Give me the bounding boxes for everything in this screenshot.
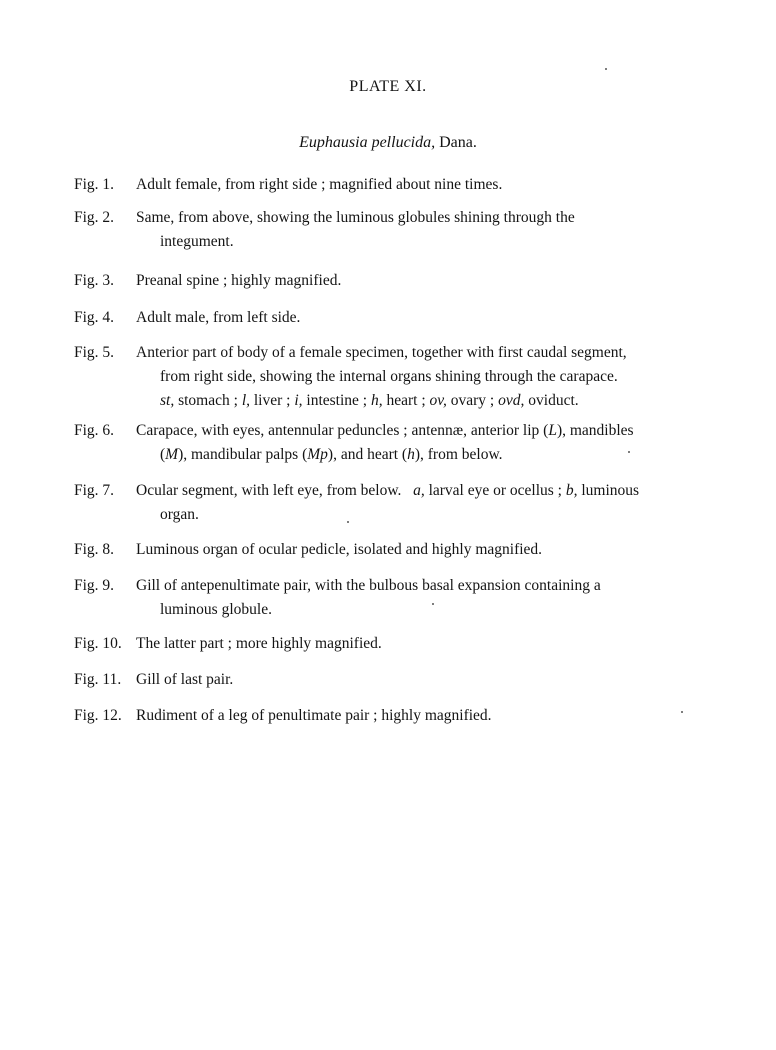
figure-description: Preanal spine ; highly magnified.: [136, 272, 342, 289]
term-stomach: stomach ;: [174, 392, 242, 409]
figure-entry-11: [74, 668, 722, 692]
figure-entry-3: [74, 269, 722, 293]
abbr-L: L: [548, 422, 557, 439]
species-author: Dana.: [439, 134, 477, 151]
figure-entry-5: [74, 341, 722, 413]
figure-label: Fig. 11.: [74, 671, 122, 688]
figure-label: Fig. 7.: [74, 482, 115, 499]
term-heart: heart ;: [382, 392, 430, 409]
figure-description-line2: integument.: [160, 233, 234, 250]
figure-entry-6: [74, 419, 722, 467]
fig7-text-a: Ocular segment, with left eye, from below.: [136, 482, 402, 499]
figure-entry-9: [74, 574, 722, 622]
scan-speck: [605, 68, 607, 70]
fig6-open-paren: (: [160, 446, 166, 463]
scan-speck: [628, 451, 630, 453]
figure-description: Adult female, from right side ; magnified about nine times.: [136, 176, 503, 193]
figure-label: Fig. 8.: [74, 541, 115, 558]
figure-description-line1: Same, from above, showing the luminous globules shining through the: [136, 209, 575, 226]
abbr-l: l,: [241, 392, 250, 409]
figure-label: Fig. 1.: [74, 176, 115, 193]
figure-label: Fig. 12.: [74, 707, 122, 724]
figure-label: Fig. 3.: [74, 272, 115, 289]
term-liver: liver ;: [250, 392, 295, 409]
figure-description: [136, 574, 722, 622]
figure-description: Rudiment of a leg of penultimate pair ; highly magnified.: [136, 707, 492, 724]
figure-description-line1: Gill of antepenultimate pair, with the bulbous basal expansion containing a: [136, 577, 601, 594]
figure-description-line2: luminous globule.: [160, 601, 272, 618]
figure-description-line1: [136, 422, 634, 439]
figure-label: Fig. 2.: [74, 209, 115, 226]
figure-label: Fig. 10.: [74, 635, 122, 652]
abbr-ovd: ovd,: [498, 392, 525, 409]
scan-speck: [681, 711, 683, 713]
figure-description: [136, 419, 722, 467]
scan-speck: [347, 521, 349, 523]
fig6-text-b: ), mandibles: [556, 422, 634, 439]
term-ovary: ovary ;: [446, 392, 499, 409]
abbr-i: i,: [294, 392, 303, 409]
figure-description: The latter part ; more highly magnified.: [136, 635, 382, 652]
fig6-text-c: ), mandibular palps (: [178, 446, 308, 463]
figure-description: [136, 341, 722, 413]
term-intestine: intestine ;: [302, 392, 371, 409]
figure-description: Luminous organ of ocular pedicle, isolated and highly magnified.: [136, 541, 543, 558]
figure-label: Fig. 4.: [74, 309, 115, 326]
abbr-st: st,: [160, 392, 175, 409]
figure-description: Adult male, from left side.: [136, 309, 301, 326]
figure-entry-7: [74, 479, 722, 527]
term-oviduct: oviduct.: [524, 392, 579, 409]
species-name: Euphausia pellucida,: [299, 134, 436, 151]
fig7-text-b: larval eye or ocellus ;: [424, 482, 566, 499]
fig7-text-c: luminous: [577, 482, 640, 499]
abbr-a: a,: [413, 482, 425, 499]
scan-speck: [432, 603, 434, 605]
figure-label: Fig. 5.: [74, 344, 115, 361]
figure-description-line2: from right side, showing the internal organs shining through the carapace.: [160, 368, 618, 385]
abbr-h: h,: [370, 392, 383, 409]
figure-entry-2: [74, 206, 722, 254]
fig6-text-d: ), and heart (: [327, 446, 408, 463]
figure-description: [136, 206, 722, 254]
species-heading: [0, 134, 776, 152]
abbr-h: h: [407, 446, 415, 463]
figure-entry-4: [74, 306, 722, 330]
figure-entry-12: [74, 704, 722, 728]
figure-entry-8: [74, 538, 722, 562]
figure-entry-1: [74, 173, 722, 197]
figure-description: [136, 479, 722, 527]
fig6-text-e: ), from below.: [414, 446, 503, 463]
abbr-ov: ov,: [429, 392, 447, 409]
figure-description-line1: Anterior part of body of a female specimen, together with first caudal segment,: [136, 344, 627, 361]
figure-description-line3: [136, 389, 722, 413]
figure-label: Fig. 9.: [74, 577, 115, 594]
figure-description-line2: [136, 443, 722, 467]
plate-title: PLATE XI.: [349, 78, 427, 95]
figure-description-line1: [136, 482, 639, 499]
figure-label: Fig. 6.: [74, 422, 115, 439]
abbr-Mp: Mp: [307, 446, 328, 463]
abbr-b: b,: [565, 482, 578, 499]
figure-entry-10: [74, 632, 722, 656]
figure-description: Gill of last pair.: [136, 671, 234, 688]
figure-description-line2: organ.: [160, 506, 199, 523]
abbr-M: M: [165, 446, 179, 463]
fig6-text-a: Carapace, with eyes, antennular peduncles ; antennæ, anterior lip (: [136, 422, 549, 439]
